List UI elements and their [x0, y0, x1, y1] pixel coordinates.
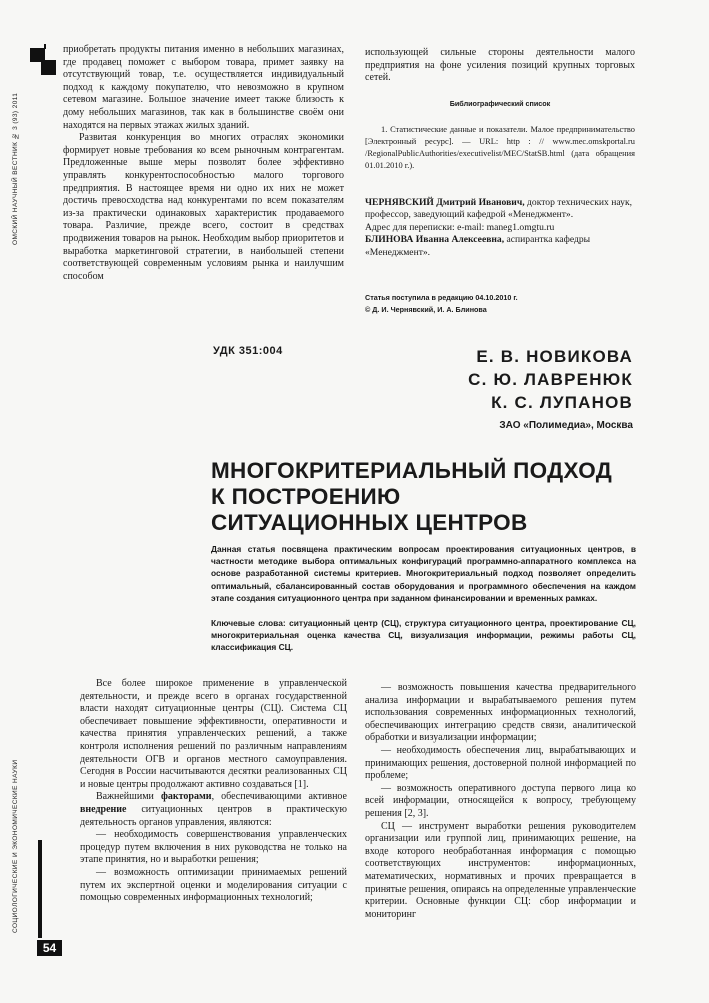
text-run: Важнейшими	[96, 791, 161, 803]
page-number: 54	[37, 940, 62, 956]
copyright: © Д. И. Чернявский, И. А. Блинова	[365, 305, 487, 314]
corner-mark-line	[44, 44, 46, 49]
contact-address: Адрес для переписки: e-mail: maneg1.omgtu.ru	[365, 221, 555, 233]
title-line: СИТУАЦИОННЫХ ЦЕНТРОВ	[211, 510, 528, 535]
paragraph: СЦ — инструмент выработки решения руководителем организации или группой лиц, принимающих решение, на входе которого необработанная информация с помощью соответствующих инструментов: информационных, математических, нормативных и прочих превращается в принятые решения, опираясь на определенные управленческие критерии. Основные функции СЦ: сбор информации и мониторинг	[365, 820, 636, 920]
paragraph	[80, 791, 347, 829]
paragraph: — возможность повышения качества предварительного анализа информации и вырабатываемого решения путем использования современных информационных технологий, обеспечивающих интеграцию средств связи, аналитической обработки и визуализации информации;	[365, 682, 636, 744]
author-2	[365, 234, 635, 259]
keywords-list: ситуационный центр (СЦ), структура ситуационного центра, проектирование СЦ, многокритериальная оценка качества СЦ, визуализация информации, режимы работы СЦ, классификация СЦ.	[211, 618, 636, 653]
title-line: К ПОСТРОЕНИЮ	[211, 484, 401, 509]
author-1	[365, 197, 635, 222]
text-bold: внедрение	[80, 803, 127, 815]
body-right-column	[365, 682, 636, 921]
paragraph: — необходимость обеспечения лиц, вырабатывающих и принимающих решения, достоверной полной информацией по проблеме;	[365, 744, 636, 782]
author-name: С. Ю. ЛАВРЕНЮК	[468, 370, 633, 389]
received-info	[365, 292, 635, 316]
side-journal-title: ОМСКИЙ НАУЧНЫЙ ВЕСТНИК № 3 (93) 2011	[12, 92, 19, 245]
top-left-column	[63, 44, 344, 283]
top-right-column	[365, 47, 635, 85]
corner-mark-block-2	[41, 60, 56, 75]
paragraph: Все более широкое применение в управленческой деятельности, и прежде всего в органах государственной власти находят ситуационные центры (СЦ). Система СЦ обеспечивает повышение эффективности, оперативности и качества принятия управленческих решений, а также контроля исполнения решений по различным направлениям деятельности ОГВ и органов местного самоуправления. Сегодня в России насчитываются десятки реализованных СЦ и новые центры продолжают активно создаваться [1].	[80, 678, 347, 790]
side-section-title: СОЦИОЛОГИЧЕСКИЕ И ЭКОНОМИЧЕСКИЕ НАУКИ	[12, 759, 19, 933]
author-name: Е. В. НОВИКОВА	[476, 347, 633, 366]
bibliography-item: 1. Статистические данные и показатели. Малое предпринимательство [Электронный ресурс]. — URL: http : // www.mec.omskportal.ru /RegionalPublicAuthorities/executivelist/MEC/StatSB.html (дата обращения 01.01.2010 г.).	[365, 125, 635, 170]
title-line: МНОГОКРИТЕРИАЛЬНЫЙ ПОДХОД	[211, 458, 613, 483]
article-authors	[468, 345, 633, 414]
author-2-desc: аспирантка кафедры «Менеджмент».	[365, 234, 591, 258]
paragraph: — возможность оперативного доступа первого лица ко всей информации, относящейся к вопросу, требующему решения [2, 3].	[365, 782, 636, 819]
paragraph: — возможность оптимизации принимаемых решений путем их экспертной оценки и моделирования ситуации с помощью современных информационных технологий;	[80, 866, 347, 904]
received-date: Статья поступила в редакцию 04.10.2010 г.	[365, 293, 518, 302]
author-1-name: ЧЕРНЯВСКИЙ Дмитрий Иванович,	[365, 197, 525, 208]
side-tab-bar	[38, 840, 42, 938]
paragraph: приобретать продукты питания именно в небольших магазинах, где продавец поможет с выбором товара, примет заявку на отсутствующий товар, т.е. осуществляется индивидуальный подход к каждому покупателю, что невозможно в крупном сетевом магазине. Большое значение имеет также близость к дому небольших магазинов, так как в большинстве своём они находятся на первых этажах жилых зданий.	[63, 44, 344, 131]
paragraph: — необходимость совершенствования управленческих процедур путем включения в них руководства не только на этапе принятия, но и выработки решения;	[80, 829, 347, 866]
article-title	[211, 458, 612, 536]
author-info	[365, 197, 635, 259]
paragraph: использующей сильные стороны деятельности малого предприятия на фоне усиления позиций крупных торговых сетей.	[365, 47, 635, 84]
organization: ЗАО «Полимедиа», Москва	[499, 420, 633, 431]
author-2-name: БЛИНОВА Иванна Алексеевна,	[365, 234, 505, 246]
text-run: ситуационных центров в практическую деятельность органов управления, являются:	[80, 803, 347, 828]
author-name: К. С. ЛУПАНОВ	[491, 393, 633, 412]
bibliography-list	[365, 124, 635, 172]
body-left-column	[80, 678, 347, 905]
author-1-desc: доктор технических наук, профессор, заведующий кафедрой «Менеджмент».	[365, 197, 633, 221]
text-bold: факторами	[160, 791, 212, 803]
udc-code: УДК 351:004	[213, 345, 283, 357]
text-run: , обеспечивающими активное	[211, 791, 347, 803]
keywords-label: Ключевые слова:	[211, 618, 286, 628]
bibliography-heading: Библиографический список	[449, 99, 551, 108]
paragraph: Развитая конкуренция во многих отраслях экономики формирует новые требования ко всем рыночным контрагентам. Предложенные выше меры позволят более эффективно управлять конкурентоспособностью малого торгового предприятия. В настоящее время ни одно их них не может достичь превосходства над конкурентами по всем показателям из-за практически одинаковых характеристик продаваемого товара. Различие, прежде всего, состоит в средствах продвижения товаров на рынок. Необходим выбор приоритетов и выработка маркетинговой стратегии, в наибольшей степени соответствующей современным условиям рынка и наилучшим способом	[63, 132, 344, 282]
keywords	[211, 617, 636, 654]
abstract: Данная статья посвящена практическим вопросам проектирования ситуационных центров, в частности методике выбора оптимальных конфигураций программно-аппаратного комплекса на основе разработанной системы критериев. Многокритериальный подход позволяет определить оптимальный, сбалансированный состав оборудования и программного обеспечения на каждом этапе создания ситуационного центра при заданном финансировании и временных рамках.	[211, 544, 636, 603]
